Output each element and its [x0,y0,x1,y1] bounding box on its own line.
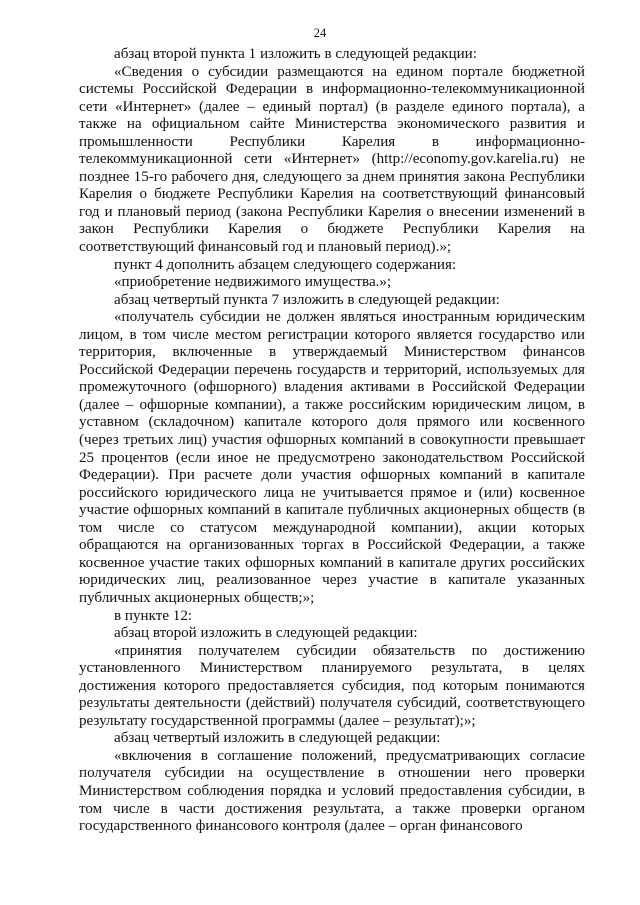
paragraph: в пункте 12: [114,607,193,624]
paragraph: «приобретение недвижимого имущества.»; [114,274,392,291]
paragraph: абзац четвертый пункта 7 изложить в следующей редакции: [114,291,500,308]
paragraph: абзац второй изложить в следующей редакции: [114,625,418,642]
paragraph: «получатель субсидии не должен являться иностранным юридическим лицом, в том числе местом регистрации которого является государство или территория, включенные в утверждаемый Министерством финансов Российской Федерации перечень государств и территорий, используемых для промежуточного (офшорного) владения активами в Российской Федерации (далее – офшорные компании), а также российским юридическим лицом, в уставном (складочном) капитале которого доля прямого или косвенного (через третьих лиц) участия офшорных компаний в совокупности превышает 25 процентов (если иное не предусмотрено законодательством Российской Федерации). При расчете доли участия офшорных компаний в капитале российского юридического лица не учитывается прямое и (или) косвенное участие офшорных компаний в капитале публичных акционерных обществ (в том числе со статусом международной компании), акции которых обращаются на организованных торгах в Российской Федерации, а также косвенное участие таких офшорных компаний в капитале других российских юридических лиц, реализованное через участие в капитале указанных публичных акционерных обществ;»; [79,309,585,606]
paragraph: пункт 4 дополнить абзацем следующего содержания: [114,256,457,273]
document-body [79,46,585,836]
page-number: 24 [313,26,327,40]
paragraph: абзац четвертый изложить в следующей редакции: [114,730,441,747]
paragraph: «принятия получателем субсидии обязательств по достижению установленного Министерством планируемого результата, в целях достижения которого предоставляется субсидия, под которым понимаются результаты деятельности (действий) получателя субсидий, соответствующего результату государственной программы (далее – результат);»; [79,642,585,729]
paragraph: «Сведения о субсидии размещаются на едином портале бюджетной системы Российской Федерации в информационно-телекоммуникационной сети «Интернет» (далее – единый портал) (в разделе единого портала), а также на официальном сайте Министерства экономического развития и промышленности Республики Карелия в информационно-телекоммуникационной сети «Интернет» (http://economy.gov.karelia.ru) не позднее 15-го рабочего дня, следующего за днем принятия закона Республики Карелия о бюджете Республики Карелия на соответствующий финансовый год и плановый период (закона Республики Карелия о внесении изменений в закон Республики Карелия о бюджете Республики Карелия на соответствующий финансовый год и плановый период).»; [79,63,585,256]
paragraph: абзац второй пункта 1 изложить в следующей редакции: [114,46,477,62]
paragraph: «включения в соглашение положений, предусматривающих согласие получателя субсидии на осуществление в отношении него проверки Министерством соблюдения порядка и условий предоставления субсидии, в том числе в части достижения результата, а также проверки органом государственного финансового контроля (далее – орган финансового [79,747,585,835]
